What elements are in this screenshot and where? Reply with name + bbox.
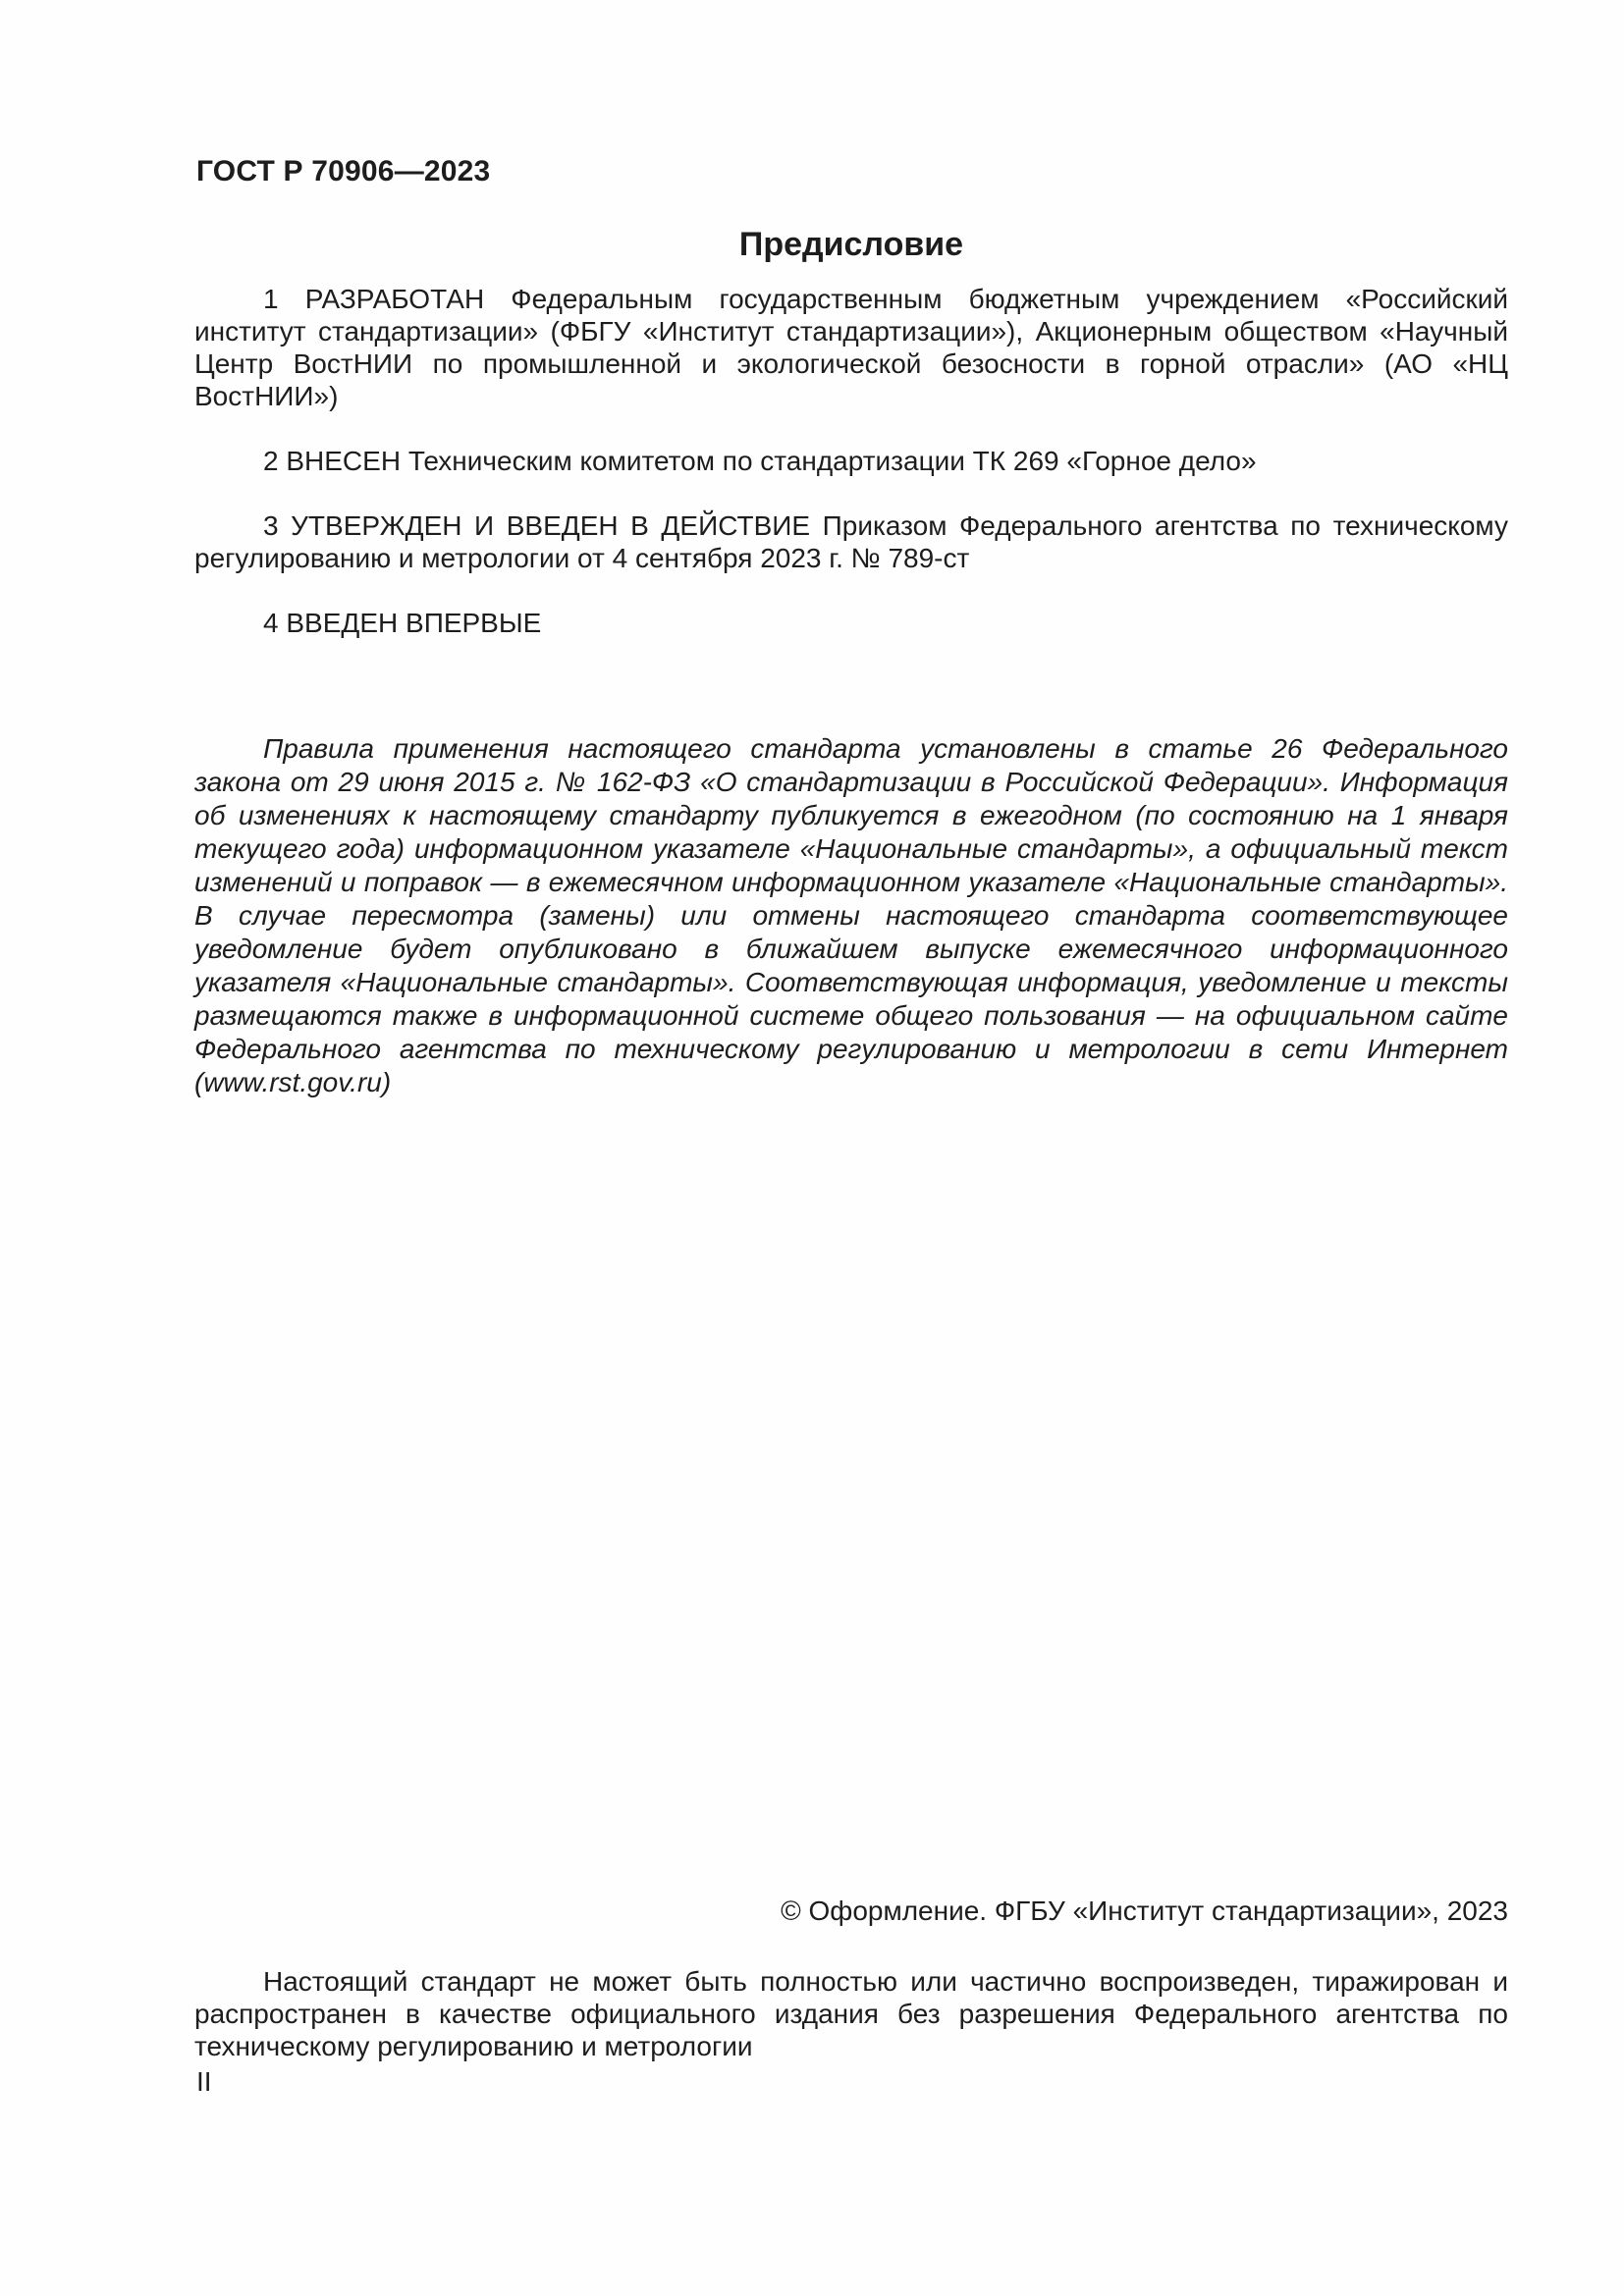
distribution-restriction-note: Настоящий стандарт не может быть полностью или частично воспроизведен, тиражирован и распространен в качестве официального издания без разрешения Федерального агентства по техническому регулированию и метрологии xyxy=(194,1966,1508,2061)
page-number: II xyxy=(196,2066,212,2097)
application-rules-note: Правила применения настоящего стандарта установлены в статье 26 Федерального закона от 29 июня 2015 г. № 162-ФЗ «О стандартизации в Российской Федерации». Информация об изменениях к настоящему стандарту публикуется в ежегодном (по состоянию на 1 января текущего года) информационном указателе «Национальные стандарты», а официальный текст изменений и поправок — в ежемесячном информационном указателе «Национальные стандарты». В случае пересмотра (замены) или отмены настоящего стандарта соответствующее уведомление будет опубликовано в ближайшем выпуске ежемесячного информационного указателя «Национальные стандарты». Соответствующая информация, уведомление и тексты размещаются также в информационной системе общего пользования — на официальном сайте Федерального агентства по техническому регулированию и метрологии в сети Интернет (www.rst.gov.ru) xyxy=(194,733,1508,1097)
page-title: Предисловие xyxy=(738,226,964,263)
copyright-notice: © Оформление. ФГБУ «Институт стандартизации», 2023 xyxy=(781,1896,1508,1926)
foreword-section xyxy=(194,283,1508,1132)
foreword-item-first-introduced: 4 ВВЕДЕН ВПЕРВЫЕ xyxy=(263,608,542,638)
foreword-item-submitted: 2 ВНЕСЕН Техническим комитетом по стандартизации ТК 269 «Горное дело» xyxy=(263,446,1257,476)
standard-designation: ГОСТ Р 70906—2023 xyxy=(196,155,491,187)
foreword-item-developed: 1 РАЗРАБОТАН Федеральным государственным бюджетным учреждением «Российский институт стандартизации» (ФБГУ «Институт стандартизации»), Акционерным обществом «Научный Центр ВостНИИ по промышленной и экологической безосности в горной отрасли» (АО «НЦ ВостНИИ») xyxy=(194,284,1508,411)
foreword-item-approved: 3 УТВЕРЖДЕН И ВВЕДЕН В ДЕЙСТВИЕ Приказом Федерального агентства по техническому регулированию и метрологии от 4 сентября 2023 г. № 789-ст xyxy=(194,510,1508,573)
